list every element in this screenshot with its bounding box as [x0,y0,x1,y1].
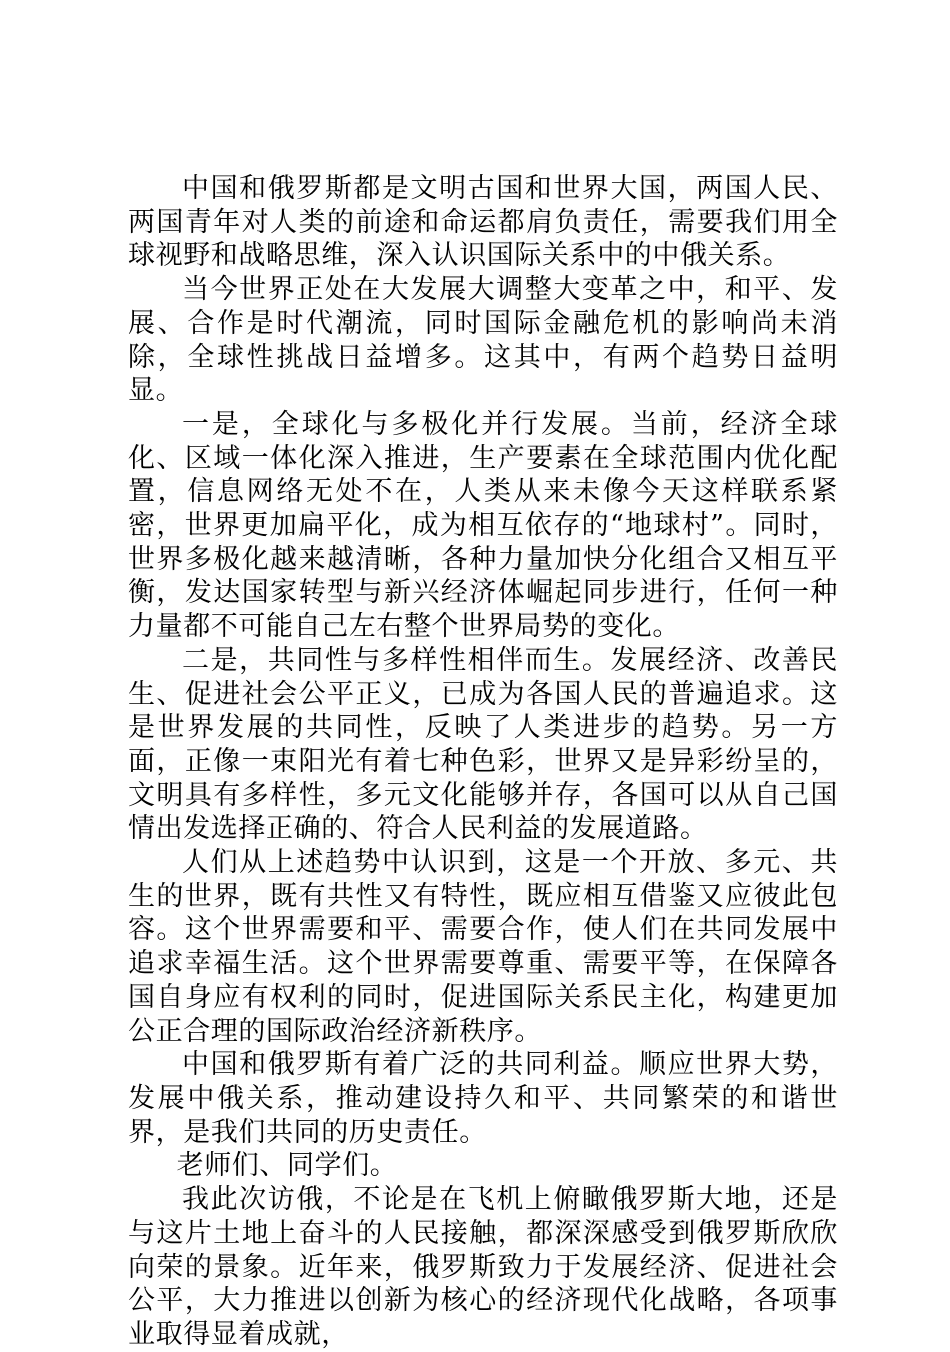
paragraph-6: 中国和俄罗斯有着广泛的共同利益。顺应世界大势，发展中俄关系，推动建设持久和平、共同繁荣的和谐世界，是我们共同的历史责任。 [128,1049,838,1148]
paragraph-1: 中国和俄罗斯都是文明古国和世界大国，两国人民、两国青年对人类的前途和命运都肩负责任，需要我们用全球视野和战略思维，深入认识国际关系中的中俄关系。 [128,173,838,272]
paragraph-3: 一是，全球化与多极化并行发展。当前，经济全球化、区域一体化深入推进，生产要素在全球范围内优化配置，信息网络无处不在，人类从来未像今天这样联系紧密，世界更加扁平化，成为相互依存的“地球村”。同时，世界多极化越来越清晰，各种力量加快分化组合又相互平衡，发达国家转型与新兴经济体崛起同步进行，任何一种力量都不可能自己左右整个世界局势的变化。 [128,408,838,643]
paragraph-4: 二是，共同性与多样性相伴而生。发展经济、改善民生、促进社会公平正义，已成为各国人民的普遍追求。这是世界发展的共同性，反映了人类进步的趋势。另一方面，正像一束阳光有着七种色彩，世界又是异彩纷呈的，文明具有多样性，多元文化能够并存，各国可以从自己国情出发选择正确的、符合人民利益的发展道路。 [128,644,838,845]
paragraph-7-greeting: 老师们、同学们。 [176,1150,398,1182]
paragraph-8: 我此次访俄，不论是在飞机上俯瞰俄罗斯大地，还是与这片土地上奋斗的人民接触，都深深感受到俄罗斯欣欣向荣的景象。近年来，俄罗斯致力于发展经济、促进社会公平，大力推进以创新为核心的经济现代化战略，各项事业取得显着成就， [128,1184,838,1350]
paragraph-2: 当今世界正处在大发展大调整大变革之中，和平、发展、合作是时代潮流，同时国际金融危机的影响尚未消除，全球性挑战日益增多。这其中，有两个趋势日益明显。 [128,274,838,407]
paragraph-5: 人们从上述趋势中认识到，这是一个开放、多元、共生的世界，既有共性又有特性，既应相互借鉴又应彼此包容。这个世界需要和平、需要合作，使人们在共同发展中追求幸福生活。这个世界需要尊重、需要平等，在保障各国自身应有权利的同时，促进国际关系民主化，构建更加公正合理的国际政治经济新秩序。 [128,847,838,1047]
document-body [128,172,838,1352]
